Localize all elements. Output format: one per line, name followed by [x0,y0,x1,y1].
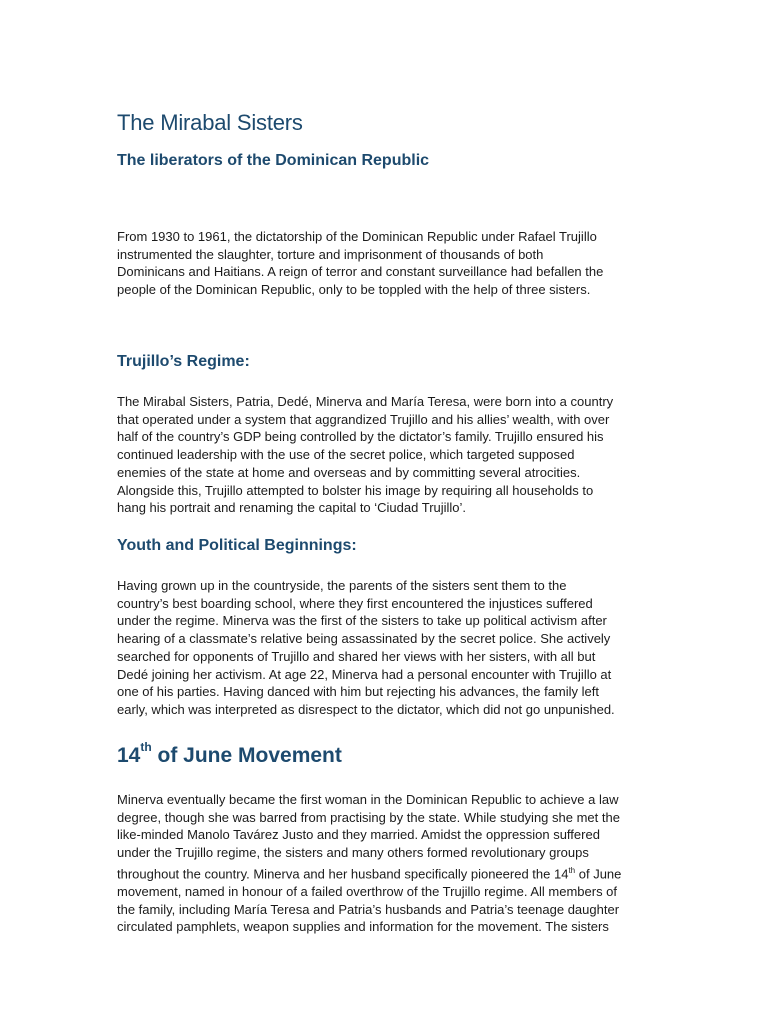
line-tail: of June [575,866,622,882]
text-line [117,862,657,883]
heading-superscript: th [140,740,152,754]
text-line: Having grown up in the countryside, the parents of the sisters sent them to the [117,578,567,593]
text-line: hang his portrait and renaming the capital to ‘Ciudad Trujillo’. [117,500,467,516]
regime-paragraph [117,393,657,517]
text-line: From 1930 to 1961, the dictatorship of the Dominican Republic under Rafael Trujillo [117,229,597,244]
section-heading-youth: Youth and Political Beginnings: [117,537,357,554]
text-line: instrumented the slaughter, torture and imprisonment of thousands of both [117,246,544,262]
heading-number: 14 [117,744,141,767]
text-line: like-minded Manolo Tavárez Justo and they married. Amidst the oppression suffered [117,827,600,843]
text-line: one of his parties. Having danced with him but rejecting his advances, the family left [117,684,599,700]
text-line: enemies of the state at home and overseas and by committing several atrocities. [117,464,581,480]
text-line: continued leadership with the use of the secret police, which targeted supposed [117,447,575,463]
text-line: under the Trujillo regime, the sisters and many others formed revolutionary groups [117,845,589,861]
text-line: circulated pamphlets, weapon supplies and information for the movement. The sisters [117,919,609,935]
page-title: The Mirabal Sisters [117,110,303,135]
text-line: movement, named in honour of a failed overthrow of the Trujillo regime. All members of [117,883,618,899]
text-line: searched for opponents of Trujillo and shared her views with her sisters, with all but [117,648,596,664]
text-line: The Mirabal Sisters, Patria, Dedé, Minerva and María Teresa, were born into a country [117,394,614,409]
text-line: degree, though she was barred from practising by the state. While studying she met the [117,809,620,825]
heading-text: of June Movement [151,744,342,767]
section-heading-movement [117,740,342,768]
intro-paragraph [117,228,657,299]
text-line: Minerva eventually became the first woman in the Dominican Republic to achieve a law [117,792,619,807]
movement-paragraph [117,791,657,936]
text-line: Alongside this, Trujillo attempted to bolster his image by requiring all households to [117,482,594,498]
line-text: throughout the country. Minerva and her husband specifically pioneered the 14 [117,866,569,882]
page-subtitle: The liberators of the Dominican Republic [117,152,430,169]
text-line: Dedé joining her activism. At age 22, Minerva had a personal encounter with Trujillo at [117,666,612,682]
text-line: people of the Dominican Republic, only to be toppled with the help of three sisters. [117,282,591,298]
youth-paragraph [117,577,657,719]
text-line: half of the country’s GDP being controlled by the dictator’s family. Trujillo ensured his [117,429,604,445]
text-line: that operated under a system that aggrandized Trujillo and his allies’ wealth, with over [117,411,610,427]
text-line: the family, including María Teresa and Patria’s husbands and Patria’s teenage daughter [117,901,620,917]
text-line: hearing of a classmate’s relative being assassinated by the secret police. She actively [117,631,611,647]
text-line: country’s best boarding school, where they first encountered the injustices suffered [117,595,593,611]
text-line: early, which was interpreted as disrespect to the dictator, which did not go unpunished. [117,701,615,717]
text-line: Dominicans and Haitians. A reign of terror and constant surveillance had befallen the [117,264,604,280]
section-heading-regime: Trujillo’s Regime: [117,353,250,370]
line-superscript: th [568,865,576,875]
text-line: under the regime. Minerva was the first of the sisters to take up political activism after [117,613,607,629]
